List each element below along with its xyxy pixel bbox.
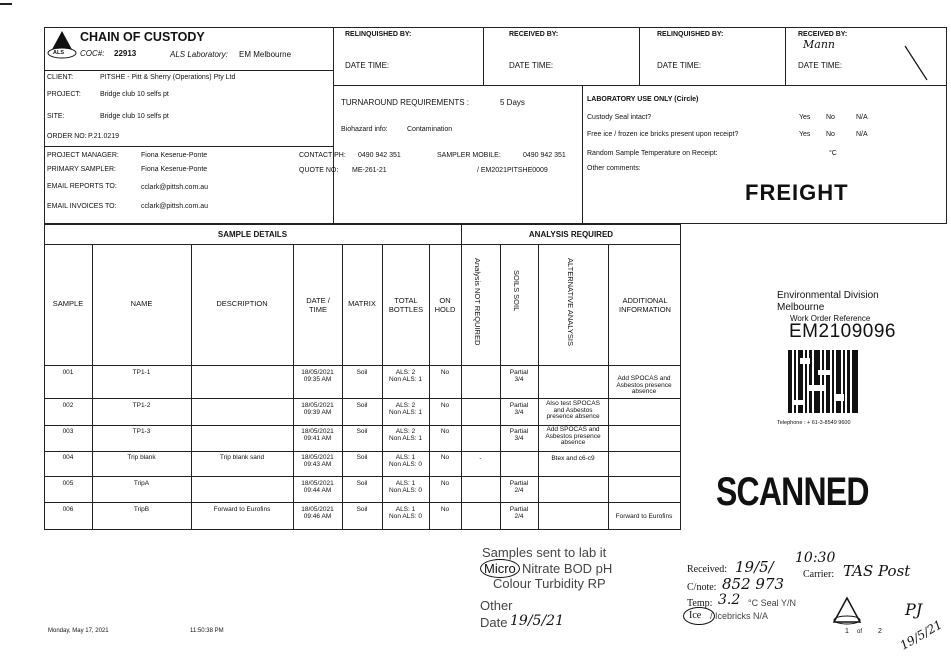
- email-invoices-label: EMAIL INVOICES TO:: [47, 203, 117, 210]
- row-sample: 001: [62, 369, 74, 376]
- footer-time: 11:50:38 PM: [190, 628, 224, 634]
- order-value: P.21.0219: [88, 133, 120, 140]
- quote-ref: / EM2021PITSHE0009: [477, 167, 548, 174]
- row-soils-2: 3/4: [514, 376, 524, 383]
- temp-unit: °C: [829, 150, 837, 157]
- row-name: TripB: [133, 506, 150, 513]
- row-description: Trip blank sand: [219, 454, 265, 461]
- row-name: TP1-1: [132, 369, 151, 376]
- order-label: ORDER NO:: [47, 133, 87, 140]
- site-label: SITE:: [47, 113, 65, 120]
- row-sample: 002: [62, 402, 74, 409]
- col-bottles: TOTAL BOTTLES: [388, 296, 424, 314]
- received-by-2: RECEIVED BY:: [798, 31, 848, 38]
- row-time: 09:39 AM: [303, 409, 332, 416]
- ice-yes: Yes: [799, 131, 811, 138]
- icebricks: / Icebricks N/A: [710, 611, 769, 621]
- footer-of: of: [857, 629, 863, 635]
- row-date: 18/05/2021: [301, 369, 334, 376]
- project-label: PROJECT:: [47, 91, 81, 98]
- row-bottles-nonals: Non ALS: 1: [389, 435, 422, 442]
- received-time: 10:30: [795, 550, 836, 566]
- als-logo-footer-icon: [832, 596, 862, 626]
- row-bottles-nonals: Non ALS: 0: [389, 487, 422, 494]
- wo-ref-value: EM2109096: [789, 321, 896, 342]
- row-bottles-als: ALS: 1: [395, 480, 416, 487]
- logo-text: ALS: [53, 50, 64, 56]
- sampler-mobile-label: SAMPLER MOBILE:: [437, 152, 501, 159]
- wo-ref-label: Work Order Reference: [790, 314, 871, 323]
- row-date: 18/05/2021: [301, 506, 334, 513]
- row-info: Forward to Eurofins: [615, 513, 673, 520]
- biohazard-label: Biohazard info:: [341, 126, 388, 133]
- col-hold: ON HOLD: [434, 296, 456, 314]
- pm-label: PROJECT MANAGER:: [47, 152, 119, 159]
- ice-label: Ice: [689, 610, 702, 621]
- temp-value: 3.2: [718, 592, 741, 608]
- wo-city: Melbourne: [777, 302, 825, 313]
- col-description: DESCRIPTION: [216, 299, 268, 308]
- row-description: Forward to Eurofins: [213, 506, 271, 513]
- initials-date: 19/5/21: [897, 617, 945, 653]
- carrier-value: TAS Post: [843, 562, 911, 580]
- row-soils-1: Partial: [509, 369, 529, 376]
- scan-mark: [0, 3, 12, 5]
- wo-telephone: Telephone : + 61-3-8549 9600: [777, 420, 851, 426]
- row-sample: 005: [62, 480, 74, 487]
- col-alt: ALTERNATIVE ANALYSIS: [566, 258, 575, 346]
- footer-date: Monday, May 17, 2021: [48, 628, 109, 634]
- seal-no: No: [826, 114, 835, 121]
- note-micro: Micro: [484, 561, 516, 576]
- received-value: 19/5/: [735, 558, 774, 576]
- col-matrix: MATRIX: [348, 299, 376, 308]
- row-matrix: Soil: [356, 428, 368, 435]
- row-soils-2: 2/4: [514, 487, 524, 494]
- barcode-icon: [788, 350, 858, 413]
- row-alt: Add SPOCAS and Asbestos presence absence: [545, 426, 601, 446]
- note-samples-sent: Samples sent to lab it: [482, 545, 607, 560]
- row-hold: No: [440, 428, 450, 435]
- sample-details-header: SAMPLE DETAILS: [217, 230, 288, 239]
- carrier-label: Carrier:: [803, 569, 835, 580]
- email-reports-value: cclark@pittsh.com.au: [141, 184, 209, 191]
- row-soils-2: 2/4: [514, 513, 524, 520]
- contact-ph-label: CONTACT PH:: [299, 152, 346, 159]
- row-name: Trip blank: [127, 454, 156, 461]
- row-matrix: Soil: [356, 369, 368, 376]
- footer-total: 2: [878, 628, 882, 635]
- col-not-required: Analysis NOT REQUIRED: [473, 258, 482, 346]
- relinquish-signature: Mann: [803, 38, 835, 51]
- cnote-value: 852 973: [722, 575, 785, 593]
- sampler-mobile-value: 0490 942 351: [523, 152, 566, 159]
- row-soils-2: 3/4: [514, 409, 524, 416]
- cnote-label: C/note:: [687, 582, 717, 593]
- row-bottles-als: ALS: 2: [395, 369, 416, 376]
- received-label: Received:: [687, 564, 727, 575]
- lab-use-title: LABORATORY USE ONLY (Circle): [587, 96, 699, 103]
- turnaround-label: TURNAROUND REQUIREMENTS :: [341, 98, 470, 107]
- coc-label: COC#:: [80, 49, 105, 58]
- wo-division: Environmental Division: [777, 290, 879, 301]
- freight-stamp: FREIGHT: [745, 180, 849, 205]
- initials: PJ: [905, 600, 923, 619]
- row-date: 18/05/2021: [301, 402, 334, 409]
- project-value: Bridge club 10 selfs pt: [100, 91, 169, 98]
- row-date: 18/05/2021: [301, 454, 334, 461]
- row-hold: No: [440, 454, 450, 461]
- row-bottles-nonals: Non ALS: 0: [389, 461, 422, 468]
- client-value: PITSHE - Pitt & Sherry (Operations) Pty Ltd: [100, 74, 236, 81]
- note-nitrate: Nitrate BOD pH: [522, 561, 613, 576]
- col-soils: SOILS SOIL: [512, 270, 521, 312]
- row-bottles-nonals: Non ALS: 1: [389, 376, 422, 383]
- row-alt: Btex and c6-c9: [551, 455, 595, 462]
- row-name: TP1-3: [132, 428, 151, 435]
- row-hold: No: [440, 506, 450, 513]
- col-sample: SAMPLE: [52, 299, 84, 308]
- lab-seal: Custody Seal intact?: [587, 114, 652, 121]
- row-info: Add SPOCAS and Asbestos presence absence: [616, 375, 672, 395]
- row-hold: No: [440, 369, 450, 376]
- date-time-3: DATE TIME:: [657, 61, 702, 70]
- row-soils-1: Partial: [509, 402, 529, 409]
- quote-label: QUOTE NO:: [299, 167, 339, 174]
- contact-ph-value: 0490 942 351: [358, 152, 401, 159]
- row-name: TripA: [133, 480, 150, 487]
- note-date-value: 19/5/21: [510, 613, 564, 629]
- row-soils-1: Partial: [509, 480, 529, 487]
- row-sample: 004: [62, 454, 74, 461]
- row-date: 18/05/2021: [301, 428, 334, 435]
- email-reports-label: EMAIL REPORTS TO:: [47, 183, 117, 190]
- row-name: TP1-2: [132, 402, 151, 409]
- coc-number: 22913: [114, 49, 137, 58]
- row-date: 18/05/2021: [301, 480, 334, 487]
- note-date-label: Date: [480, 615, 508, 630]
- page-title: CHAIN OF CUSTODY: [80, 30, 205, 44]
- temp-label: Temp:: [687, 598, 713, 609]
- row-time: 09:41 AM: [303, 435, 332, 442]
- row-bottles-als: ALS: 1: [395, 454, 416, 461]
- row-sample: 006: [62, 506, 74, 513]
- lab-comments: Other comments:: [587, 165, 641, 172]
- email-invoices-value: cclark@pittsh.com.au: [141, 203, 209, 210]
- footer-page: 1: [845, 628, 849, 635]
- col-date: DATE / TIME: [306, 296, 330, 314]
- row-hold: No: [440, 480, 450, 487]
- date-time-1: DATE TIME:: [345, 61, 390, 70]
- row-bottles-als: ALS: 1: [395, 506, 416, 513]
- temp-rest: °C Seal Y/N: [748, 598, 796, 608]
- relinquished-by-1: RELINQUISHED BY:: [345, 31, 412, 38]
- row-bottles-als: ALS: 2: [395, 428, 416, 435]
- client-label: CLIENT:: [47, 74, 74, 81]
- note-colour: Colour Turbidity RP: [493, 576, 606, 591]
- seal-na: N/A: [856, 114, 868, 121]
- row-soils-1: Partial: [509, 506, 529, 513]
- row-bottles-als: ALS: 2: [395, 402, 416, 409]
- quote-value: ME-261-21: [352, 167, 387, 174]
- lab-temp: Random Sample Temperature on Receipt:: [587, 150, 718, 157]
- col-name: NAME: [130, 299, 153, 308]
- row-matrix: Soil: [356, 454, 368, 461]
- pm-value: Fiona Keserue-Ponte: [141, 152, 208, 159]
- row-time: 09:44 AM: [303, 487, 332, 494]
- relinquished-by-2: RELINQUISHED BY:: [657, 31, 724, 38]
- ice-na: N/A: [856, 131, 868, 138]
- row-alt: Also test SPOCAS and Asbestos presence absence: [546, 400, 600, 420]
- row-time: 09:35 AM: [303, 376, 332, 383]
- row-time: 09:43 AM: [303, 461, 332, 468]
- ice-no: No: [826, 131, 835, 138]
- row-matrix: Soil: [356, 506, 368, 513]
- row-bottles-nonals: Non ALS: 0: [389, 513, 422, 520]
- received-by-1: RECEIVED BY:: [509, 31, 559, 38]
- sampler-value: Fiona Keserue-Ponte: [141, 166, 208, 173]
- seal-yes: Yes: [799, 114, 811, 121]
- note-other: Other: [480, 598, 513, 613]
- row-matrix: Soil: [356, 480, 368, 487]
- date-time-2: DATE TIME:: [509, 61, 554, 70]
- date-time-4: DATE TIME:: [798, 61, 843, 70]
- biohazard-value: Contamination: [407, 126, 453, 133]
- col-info: ADDITIONAL INFORMATION: [619, 296, 671, 314]
- row-soils-2: 3/4: [514, 435, 524, 442]
- site-value: Bridge club 10 selfs pt: [100, 113, 169, 120]
- row-time: 09:46 AM: [303, 513, 332, 520]
- row-matrix: Soil: [356, 402, 368, 409]
- turnaround-value: 5 Days: [500, 98, 525, 107]
- signature-stroke: [903, 44, 931, 84]
- row-soils-1: Partial: [509, 428, 529, 435]
- analysis-required-header: ANALYSIS REQUIRED: [528, 230, 614, 239]
- lab-value: EM Melbourne: [239, 50, 292, 59]
- lab-ice: Free ice / frozen ice bricks present upon receipt?: [587, 131, 739, 138]
- sampler-label: PRIMARY SAMPLER:: [47, 166, 116, 173]
- row-not-required: -: [479, 455, 482, 462]
- row-bottles-nonals: Non ALS: 1: [389, 409, 422, 416]
- scanned-stamp: SCANNED: [716, 470, 869, 514]
- row-sample: 003: [62, 428, 74, 435]
- row-hold: No: [440, 402, 450, 409]
- lab-label: ALS Laboratory:: [170, 50, 228, 59]
